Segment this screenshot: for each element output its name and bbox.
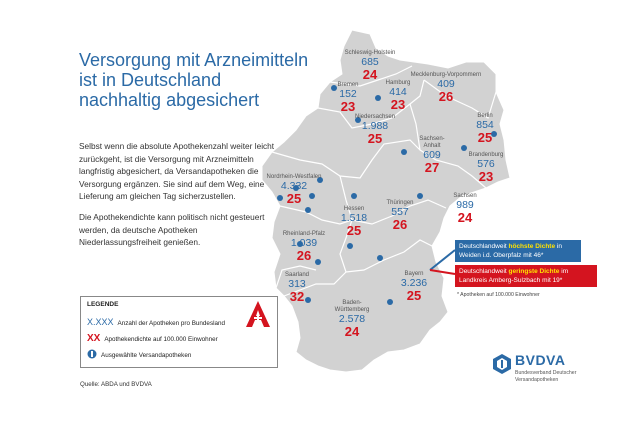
pharmacy-count: 409: [437, 78, 455, 90]
callout-lowest-prefix: Deutschlandweit: [459, 268, 509, 275]
state-label-mecklenburg-vorpommern: [398, 72, 494, 103]
pharmacy-density: 25: [346, 223, 362, 238]
pharmacy-count: 609: [423, 149, 441, 161]
mail-order-pharmacy-marker: [387, 299, 393, 305]
pharmacy-a-icon: [245, 300, 271, 328]
state-name: Nordrhein-Westfalen: [266, 174, 322, 180]
pharmacy-count: 1.039: [290, 237, 318, 249]
state-label-hessen: [334, 206, 374, 237]
mail-order-pharmacy-marker: [351, 193, 357, 199]
pharmacy-count: 685: [361, 56, 379, 68]
legend-box: [80, 296, 278, 368]
state-label-berlin: [470, 113, 500, 144]
state-name: Thüringen: [386, 200, 414, 206]
mail-order-pharmacy-icon: [87, 349, 97, 359]
pharmacy-density: 25: [286, 191, 302, 206]
callout-highest-emphasis: höchste Dichte: [508, 243, 556, 250]
state-name-line-1: Sachsen-: [419, 136, 445, 142]
state-name: Berlin: [477, 113, 493, 119]
callout-highest-density: [455, 240, 581, 262]
state-label-brandenburg: [464, 152, 508, 183]
legend-row-count: [87, 317, 225, 327]
legend-count-key: X.XXX: [87, 317, 114, 327]
mail-order-pharmacy-marker: [305, 207, 311, 213]
pharmacy-count: 989: [456, 199, 474, 211]
pharmacy-count: 313: [288, 278, 306, 290]
pharmacy-density: 23: [390, 97, 406, 112]
state-name-line-2: Württemberg: [334, 307, 370, 313]
callout-highest-prefix: Deutschlandweit: [459, 243, 509, 250]
state-label-niedersachsen: [350, 114, 400, 145]
title-line-2: ist in Deutschland: [79, 70, 222, 90]
state-name: Rheinland-Pfalz: [282, 231, 326, 237]
callout-lowest-density: [455, 265, 597, 287]
intro-paragraph-2: Die Apothekendichte kann politisch nicht gesteuert werden, da deutsche Apotheken Niederlassungsfreiheit genießen.: [79, 211, 265, 248]
pharmacy-count: 152: [339, 88, 357, 100]
state-label-rheinland-pfalz: [276, 231, 332, 262]
pharmacy-density: 26: [296, 248, 312, 263]
pharmacy-density: 32: [289, 289, 305, 304]
callout-highest-text: in Weiden i.d. Oberpfalz mit 46*: [459, 243, 562, 259]
state-label-thueringen: [380, 200, 420, 231]
logo-brand: BVDVA: [515, 352, 566, 368]
pharmacy-density: 26: [392, 217, 408, 232]
pharmacy-count: 854: [476, 119, 494, 131]
legend-mail-order-label: Ausgewählte Versandapotheken: [101, 352, 192, 359]
mail-order-pharmacy-marker: [417, 193, 423, 199]
pharmacy-density: 24: [344, 324, 360, 339]
legend-row-mail-order: [87, 349, 191, 359]
title-line-3: nachhaltig abgesichert: [79, 90, 260, 110]
state-name: Niedersachsen: [354, 114, 396, 120]
pharmacy-density: 24: [457, 210, 473, 225]
logo-subtitle: [515, 370, 605, 383]
mail-order-pharmacy-marker: [401, 149, 407, 155]
pharmacy-count: 2.578: [338, 313, 366, 325]
pharmacy-count: 4.332: [280, 180, 308, 192]
state-name: Mecklenburg-Vorpommern: [410, 72, 482, 78]
state-name: Schleswig-Holstein: [344, 50, 396, 56]
pharmacy-count: 576: [477, 158, 495, 170]
state-label-baden-wuerttemberg: [324, 300, 380, 338]
pharmacy-density: 25: [477, 130, 493, 145]
bvdva-logo: [493, 352, 603, 392]
logo-subtitle-line-1: Bundesverband Deutscher: [515, 370, 577, 376]
pharmacy-density: 23: [478, 169, 494, 184]
state-name: Bayern: [404, 271, 424, 277]
pharmacy-density: 26: [438, 89, 454, 104]
state-name-line-1: Baden-: [342, 300, 362, 306]
callout-lowest-emphasis: geringste Dichte: [508, 268, 560, 275]
density-footnote: * Apotheken auf 100.000 Einwohner: [457, 292, 540, 298]
state-label-bayern: [394, 271, 434, 302]
pharmacy-density: 23: [340, 99, 356, 114]
state-name: Hessen: [343, 206, 365, 212]
title-line-1: Versorgung mit Arzneimitteln: [79, 50, 309, 70]
pharmacy-density: 27: [424, 160, 440, 175]
mail-order-pharmacy-marker: [461, 145, 467, 151]
state-label-saarland: [282, 272, 312, 303]
source-note: Quelle: ABDA und BVDVA: [80, 381, 152, 388]
state-name: Hamburg: [385, 80, 411, 86]
state-name-line-2: Anhalt: [423, 143, 441, 149]
legend-count-label: Anzahl der Apotheken pro Bundesland: [117, 320, 225, 327]
pharmacy-density: 25: [367, 131, 383, 146]
legend-heading: LEGENDE: [87, 301, 119, 308]
pharmacy-count: 557: [391, 206, 409, 218]
pharmacy-density: 24: [362, 67, 378, 82]
callout-lowest-text: im Landkreis Amberg-Sulzbach mit 19*: [459, 268, 569, 284]
mail-order-pharmacy-marker: [347, 243, 353, 249]
state-label-bremen: [332, 82, 364, 113]
state-label-sachsen-anhalt: [410, 136, 454, 174]
pharmacy-count: 1.988: [361, 120, 389, 132]
state-name: Sachsen: [453, 193, 477, 199]
intro-paragraph-1: Selbst wenn die absolute Apothekenzahl weiter leicht zurückgeht, ist die Versorgung mit Arzneimitteln langfristig abgesichert, da Versandapotheken die Versorgung ergänzen. Sie sind auf dem Weg, eine Lieferung am gleichen Tag sicherzustellen.: [79, 141, 275, 202]
state-name: Bremen: [337, 82, 359, 88]
pharmacy-density: 25: [406, 288, 422, 303]
legend-density-label: Apothekendichte auf 100.000 Einwohner: [104, 336, 218, 343]
state-label-sachsen: [448, 193, 482, 224]
state-name: Brandenburg: [468, 152, 504, 158]
state-label-nordrhein-westfalen: [254, 174, 334, 205]
state-name: Saarland: [284, 272, 310, 278]
pharmacy-count: 3.236: [400, 277, 428, 289]
pharmacy-count: 414: [389, 86, 407, 98]
legend-row-density: [87, 333, 218, 344]
logo-subtitle-line-2: Versandapotheken: [515, 376, 559, 383]
legend-density-key: XX: [87, 333, 101, 344]
mail-order-pharmacy-marker: [377, 255, 383, 261]
bvdva-logo-icon: [493, 354, 511, 374]
pharmacy-count: 1.518: [340, 212, 368, 224]
